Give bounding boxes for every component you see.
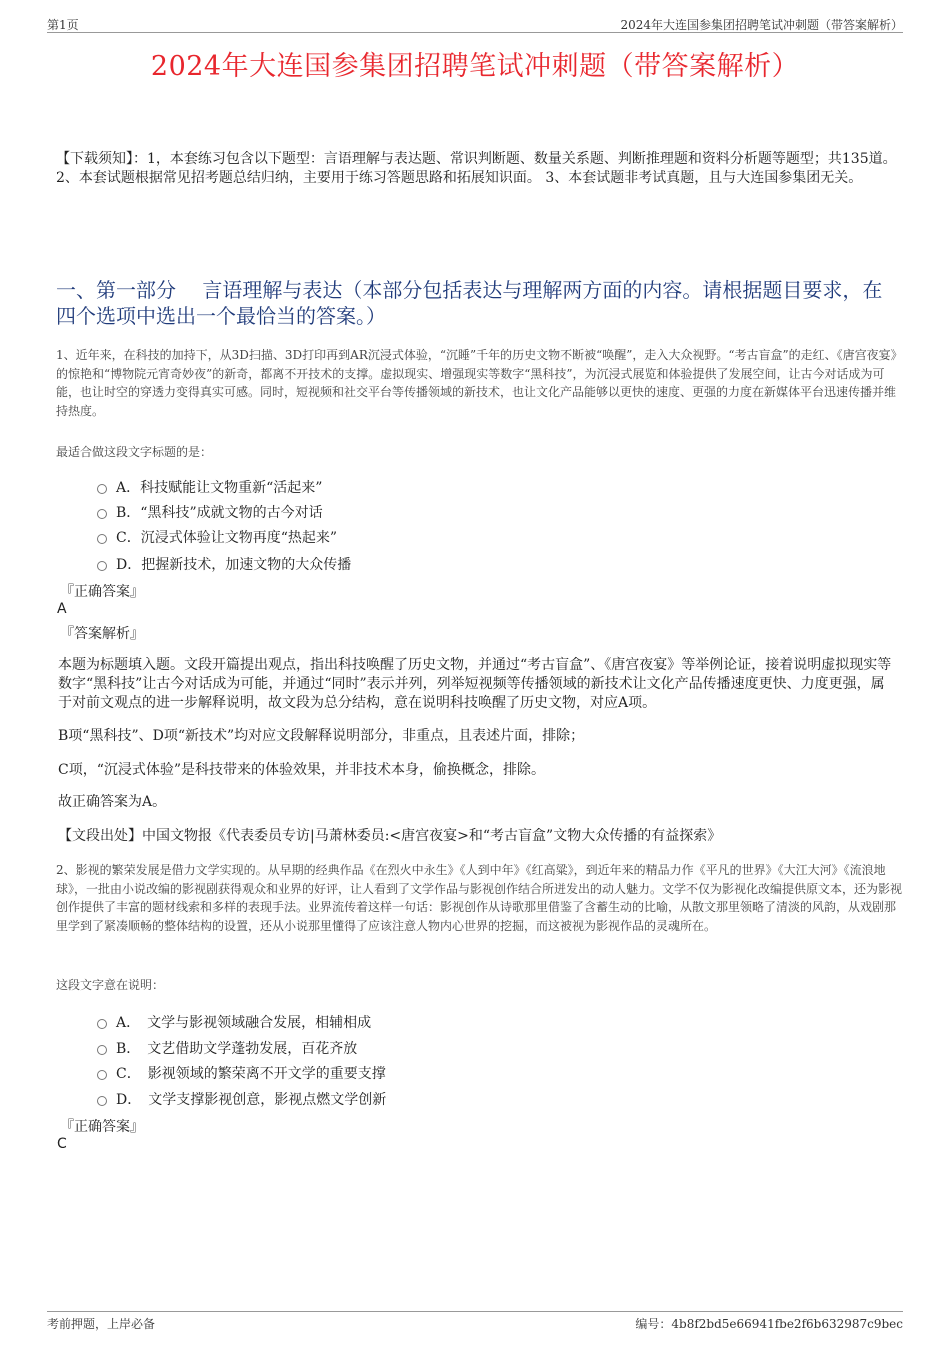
radio-icon[interactable] (97, 561, 107, 571)
question-1-text: 1、近年来，在科技的加持下，从3D扫描、3D打印再到AR沉浸式体验，“沉睡”千年的历史文物不断被“唤醒”，走入大众视野。“考古盲盒”的走红、《唐宫夜宴》的惊艳和“博物院元宵奇妙夜”的新奇，都离不开技术的支撑。虚拟现实、增强现实等数字“黑科技”，为沉浸式展览和体验提供了发展空间，让古今对话成为可能，也让时空的穿透力变得真实可感。同时，短视频和社交平台等传播领域的新技术，也让文化产品能够以更快的速度、更强的力度在新媒体平台迅速传播并维持热度。 (56, 348, 903, 418)
question-1-option-b[interactable] (97, 502, 323, 522)
radio-icon[interactable] (97, 1070, 107, 1080)
radio-icon[interactable] (97, 1019, 107, 1029)
question-2-option-a[interactable] (97, 1012, 371, 1032)
option-label: A． 文学与影视领域融合发展，相辅相成 (116, 1015, 372, 1031)
download-notice: 【下载须知】：1，本套练习包含以下题型：言语理解与表达题、常识判断题、数量关系题、判断推理题和资料分析题等题型；共135道。 2、本套试题根据常见招考题总结归纳，主要用于练习答题思路和拓展知识面。 3、本套试题非考试真题，且与大连国参集团无关。 (56, 151, 897, 186)
question-1-analysis-label: 『答案解析』 (60, 626, 144, 642)
question-1-analysis-bd: B项“黑科技”、D项“新技术”均对应文段解释说明部分，非重点，且表述片面，排除； (58, 728, 585, 744)
option-label: B． 文艺借助文学蓬勃发展，百花齐放 (116, 1041, 358, 1057)
page-header (47, 14, 903, 33)
question-2-text: 2、影视的繁荣发展是借力文学实现的。从早期的经典作品《在烈火中永生》《人到中年》《红高粱》，到近年来的精品力作《平凡的世界》《大江大河》《流浪地球》，一批由小说改编的影视剧获得观众和业界的好评，让人看到了文学作品与影视创作结合所迸发出的动人魅力。文学不仅为影视化改编提供原文本，还为影视创作提供了丰富的题材线索和多样的表现手法。业界流传着这样一句话：影视创作从诗歌那里借鉴了含蓄生动的比喻，从散文那里领略了清淡的风韵，从戏剧那里学到了紧凑顺畅的整体结构的设置，还从小说那里懂得了应该注意人物内心世界的挖掘，而这被视为影视作品的灵魂所在。 (56, 863, 903, 933)
question-2-option-d[interactable] (97, 1089, 386, 1109)
question-1-analysis-c: C项，“沉浸式体验”是科技带来的体验效果，并非技术本身，偷换概念，排除。 (58, 762, 546, 778)
footer-slogan: 考前押题，上岸必备 (47, 1317, 156, 1331)
radio-icon[interactable] (97, 509, 107, 519)
question-2-answer: C (57, 1136, 67, 1152)
page-footer (47, 1311, 903, 1332)
question-1-analysis-conclusion: 故正确答案为A。 (58, 794, 167, 810)
radio-icon[interactable] (97, 534, 107, 544)
radio-icon[interactable] (97, 1045, 107, 1055)
document-title: 2024年大连国参集团招聘笔试冲刺题（带答案解析） (150, 51, 800, 82)
question-1-option-a[interactable] (97, 477, 322, 497)
option-label: D． 文学支撑影视创意，影视点燃文学创新 (116, 1092, 387, 1108)
question-1-option-c[interactable] (97, 527, 337, 547)
section-heading: 一、第一部分 言语理解与表达（本部分包括表达与理解两方面的内容。请根据题目要求，在四个选项中选出一个最恰当的答案。） (56, 278, 883, 328)
question-2-prompt: 这段文字意在说明： (56, 978, 165, 992)
question-1-answer-label: 『正确答案』 (60, 584, 144, 600)
question-1-source: 【文段出处】中国文物报《代表委员专访|马萧林委员:<唐宫夜宴>和“考古盲盒”文物大众传播的有益探索》 (58, 828, 722, 844)
radio-icon[interactable] (97, 484, 107, 494)
page-number: 第1页 (47, 18, 79, 32)
question-2-option-c[interactable] (97, 1063, 386, 1083)
question-1-analysis-main: 本题为标题填入题。文段开篇提出观点，指出科技唤醒了历史文物，并通过“考古盲盒”、《唐宫夜宴》等举例论证，接着说明虚拟现实等数字“黑科技”让古今对话成为可能，并通过“同时”表示并列，列举短视频等传播领域的新技术让文化产品传播速度更快、力度更强，属于对前文观点的进一步解释说明，故文段为总分结构，意在说明科技唤醒了历史文物，对应A项。 (58, 657, 892, 711)
question-1-prompt: 最适合做这段文字标题的是： (56, 445, 213, 459)
radio-icon[interactable] (97, 1096, 107, 1106)
option-label: B．“黑科技”成就文物的古今对话 (116, 505, 323, 521)
document-id: 编号：4b8f2bd5e66941fbe2f6b632987c9bec (635, 1317, 903, 1331)
question-1-answer: A (57, 601, 67, 617)
header-doc-title: 2024年大连国参集团招聘笔试冲刺题（带答案解析） (620, 18, 903, 32)
option-label: C． 影视领域的繁荣离不开文学的重要支撑 (116, 1066, 386, 1082)
option-label: C．沉浸式体验让文物再度“热起来” (116, 530, 338, 546)
option-label: A．科技赋能让文物重新“活起来” (116, 480, 323, 496)
option-label: D．把握新技术，加速文物的大众传播 (116, 557, 352, 573)
question-2-option-b[interactable] (97, 1038, 357, 1058)
question-2-answer-label: 『正确答案』 (60, 1119, 144, 1135)
question-1-option-d[interactable] (97, 554, 351, 574)
